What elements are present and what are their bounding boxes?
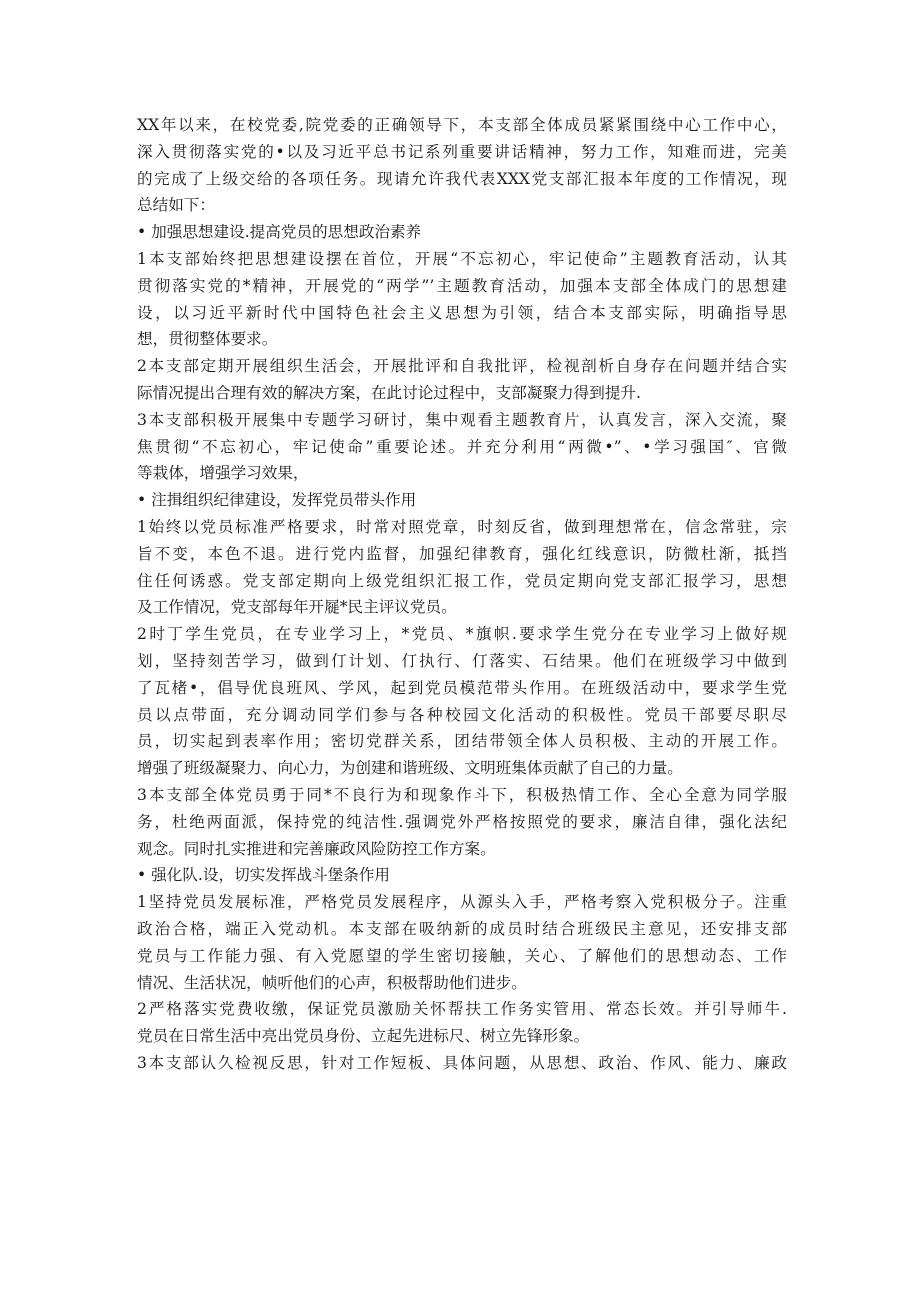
text-line: 党员在日常生活中亮出党员身份、立起先进标尺、树立先锋形象。 (137, 1027, 590, 1046)
text-line: 1坚持党员发展标准，严格党员发展程序，从源头入手，严格考察入党积极分子。注重 (137, 893, 787, 912)
text-line: • 加强思想建设.提高党员的思想政治素养 (137, 223, 422, 242)
text-line: 员以点带面，充分调动同学们参与各种校园文化活动的积极性。党员干部要尽职尽 (137, 705, 787, 724)
text-line: • 强化队.设，切实发挥战斗堡条作用 (137, 866, 391, 885)
text-line: 深入贯彻落实党的•以及习近平总书记系列重要讲话精神，努力工作，知难而进，完美 (137, 142, 787, 161)
text-line: 总结如下： (137, 196, 215, 215)
text-line: XX年以来，在校党委,院党委的正确领导下，本支部全体成员紧紧围绕中心工作中心， (137, 116, 787, 134)
text-line: 政治合格，端正入党动机。本支部在吸纳新的成员时结合班级民主意见，还安排支部 (137, 919, 787, 938)
text-line: 3本支部全体党员勇于同*不良行为和现象作斗下，积极热情工作、全心全意为同学服 (137, 785, 787, 804)
text-line: 务，杜绝两面派，保持党的纯洁性.强调党外严格按照党的要求，廉洁自律，强化法纪 (137, 812, 787, 831)
text-line: 设，以习近平新时代中国特色社会主义思想为引领，结合本支部实际，明确指导思 (137, 303, 787, 322)
text-line: 住任何诱惑。党支部定期向上级党组织汇报工作，党员定期向党支部汇报学习，思想 (137, 571, 787, 590)
text-line: 观念。同时扎实推进和完善廉政风险防控工作方案。 (137, 839, 496, 858)
text-line: 及工作情况，党支部每年开屣*民主评议党员。 (137, 598, 457, 617)
text-line: 3本支部积极开展集中专题学习研讨，集中观看主题教育片，认真发言，深入交流，聚 (137, 410, 787, 429)
text-line: 员，切实起到表率作用；密切党群关系，团结带领全体人员积极、主动的开展工作。 (137, 732, 787, 751)
text-line: 3本支部认久检视反思，针对工作短板、具体问题，从思想、政治、作风、能力、廉政 (137, 1053, 787, 1072)
text-line: 旨不变，本色不退。进行党内监督，加强纪律教育，强化红线意识，防微杜渐，抵挡 (137, 544, 787, 563)
text-line: 了瓦楮•，倡导优良班风、学风，起到党员模范带头作用。在班级活动中，要求学生党 (137, 678, 787, 697)
text-line: • 注揖组织纪律建设，发挥党员带头作用 (137, 491, 417, 510)
text-line: 的完成了上级交给的各项任务。现请允许我代表XXX党支部汇报本年度的工作情况，现 (137, 169, 787, 188)
text-line: 党员与工作能力强、有入党愿望的学生密切接触，关心、了解他们的思想动态、工作 (137, 946, 787, 965)
text-line: 1本支部始终把思想建设摆在首位，开展“不忘初心，牢记使命”主题教育活动，认其 (137, 249, 787, 268)
text-line: 1始终以党员标准严格要求，时常对照党章，时刻反省，做到理想常在，信念常驻，宗 (137, 517, 787, 536)
text-line: 增强了班级凝聚力、向心力，为创建和谐班级、文明班集体贡献了自己的力量。 (137, 759, 683, 778)
text-line: 焦贯彻“不忘初心，牢记使命”重要论述。并充分利用“两微•”、•学习强国″、官微 (137, 437, 787, 456)
text-line: 2严格落实党费收缴，保证党员激励关怀帮扶工作务实管用、常态长效。并引导师牛. (137, 1000, 787, 1019)
text-line: 2本支部定期开展组织生活会，开展批评和自我批评，检视剖析自身存在问题并结合实 (137, 357, 787, 376)
text-line: 2时丁学生党员，在专业学习上，*党员、*旗帜.要求学生党分在专业学习上做好规 (137, 625, 787, 644)
text-line: 际情况提出合理有效的解决方案，在此讨论过程中，支部凝聚力得到提升. (137, 383, 641, 402)
text-line: 贯彻落实党的*精神，开展党的“两学”’主题教育活动，加强本支部全体成门的思想建 (137, 276, 787, 295)
text-line: 情况、生活状况，帧听他们的心声，积极帮助他们进步。 (137, 973, 527, 992)
text-line: 等栽体，增强学习效果， (137, 464, 309, 483)
text-line: 划，坚持刻苦学习，做到仃计划、仃执行、仃落实、石结果。他们在班级学习中做到 (137, 651, 787, 670)
document-body (137, 112, 787, 1077)
text-line: 想，贯彻整体要求。 (137, 330, 278, 349)
